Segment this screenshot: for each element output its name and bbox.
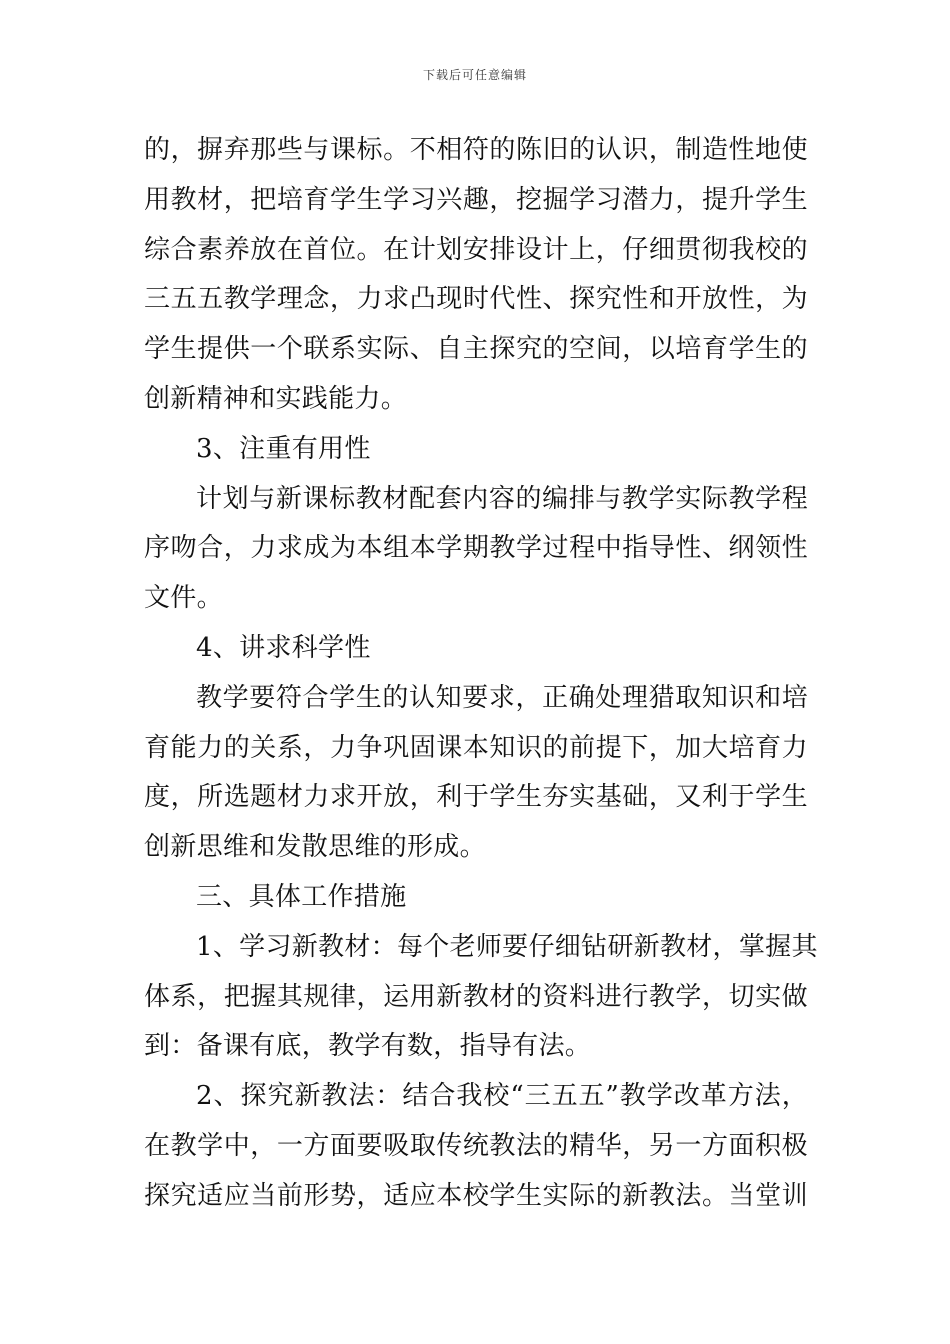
paragraph-line: 用教材，把培育学生学习兴趣，挖掘学习潜力，提升学生 xyxy=(144,184,808,215)
section-heading: 三、具体工作措施 xyxy=(196,881,407,912)
paragraph-line: 在教学中，一方面要吸取传统教法的精华，另一方面积极 xyxy=(144,1130,808,1161)
paragraph-line: 综合素养放在首位。在计划安排设计上，仔细贯彻我校的 xyxy=(144,234,808,265)
paragraph-line: 创新思维和发散思维的形成。 xyxy=(144,832,486,863)
paragraph-line: 序吻合，力求成为本组本学期教学过程中指导性、纲领性 xyxy=(144,533,808,564)
paragraph-line: 学生提供一个联系实际、自主探究的空间，以培育学生的 xyxy=(144,334,808,365)
paragraph-line: 育能力的关系，力争巩固课本知识的前提下，加大培育力 xyxy=(144,732,808,763)
paragraph-line: 计划与新课标教材配套内容的编排与教学实际教学程 xyxy=(196,483,808,514)
paragraph-line: 1、学习新教材：每个老师要仔细钻研新教材，掌握其 xyxy=(196,931,818,962)
section-heading: 3、注重有用性 xyxy=(196,433,371,464)
page-header-note: 下载后可任意编辑 xyxy=(422,68,527,82)
section-heading: 4、讲求科学性 xyxy=(196,632,371,663)
paragraph-line: 文件。 xyxy=(144,583,223,614)
paragraph-line: 三五五教学理念，力求凸现时代性、探究性和开放性，为 xyxy=(144,284,808,315)
paragraph-line: 创新精神和实践能力。 xyxy=(144,383,408,414)
paragraph-line: 2、探究新教法：结合我校“三五五”教学改革方法， xyxy=(196,1081,808,1112)
paragraph-line: 体系，把握其规律，运用新教材的资料进行教学，切实做 xyxy=(144,981,808,1012)
paragraph-line: 到：备课有底，教学有数，指导有法。 xyxy=(144,1031,592,1062)
paragraph-line: 的，摒弃那些与课标。不相符的陈旧的认识，制造性地使 xyxy=(144,135,808,165)
document-body xyxy=(144,126,818,1222)
paragraph-line: 度，所选题材力求开放，利于学生夯实基础，又利于学生 xyxy=(144,782,808,813)
paragraph-line: 探究适应当前形势，适应本校学生实际的新教法。当堂训 xyxy=(144,1180,808,1211)
paragraph-line: 教学要符合学生的认知要求，正确处理猎取知识和培 xyxy=(196,682,808,713)
